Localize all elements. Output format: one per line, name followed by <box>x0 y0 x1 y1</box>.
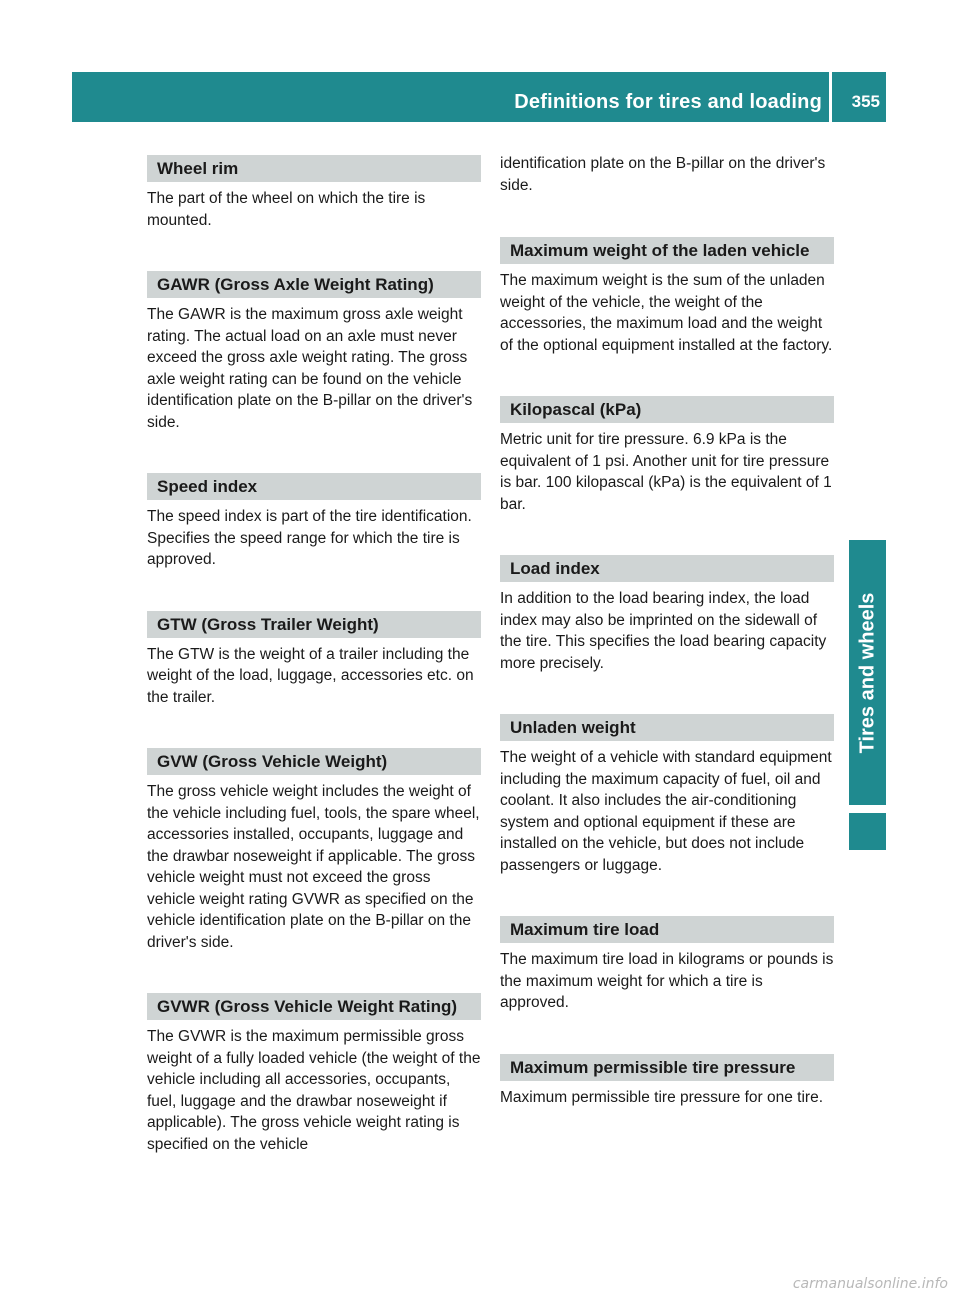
header-title: Definitions for tires and loading <box>514 91 822 113</box>
definition-section <box>147 993 481 1155</box>
section-body: The GVWR is the maximum permissible gross weight of a fully loaded vehicle (the weight of the vehicle including all accessories, occupants, fuel, luggage and the drawbar noseweight if applicable). The gross vehicle weight rating is specified on the vehicle <box>147 1028 481 1153</box>
section-body: Maximum permissible tire pressure for one tire. <box>500 1088 824 1106</box>
section-body: The maximum weight is the sum of the unladen weight of the vehicle, the weight of the accessories, the maximum load and the weight of the optional equipment installed at the factory. <box>500 272 833 354</box>
section-body: The GAWR is the maximum gross axle weight rating. The actual load on an axle must never exceed the gross axle weight rating. The gross axle weight rating can be found on the vehicle identification plate on the B-pillar on the driver's side. <box>147 306 473 431</box>
continued-text: identification plate on the B-pillar on the driver's side. <box>500 155 826 194</box>
section-body: The gross vehicle weight includes the weight of the vehicle including fuel, tools, the spare wheel, accessories installed, occupants, luggage and the drawbar noseweight if applicable. The gross vehicle weight must not exceed the gross vehicle weight rating GVWR as specified on the vehicle identification plate on the B-pillar on the driver's side. <box>147 783 480 951</box>
definition-section <box>147 473 481 571</box>
section-title: GAWR (Gross Axle Weight Rating) <box>147 271 481 298</box>
definition-section <box>500 714 834 876</box>
section-title: Wheel rim <box>147 155 481 182</box>
section-title: GTW (Gross Trailer Weight) <box>147 611 481 638</box>
chapter-side-tab-label: Tires and wheels <box>856 592 878 753</box>
chapter-side-tab <box>849 540 886 805</box>
definition-section <box>500 555 834 674</box>
definition-section <box>147 271 481 433</box>
section-title: GVWR (Gross Vehicle Weight Rating) <box>147 993 481 1020</box>
section-body: The GTW is the weight of a trailer including the weight of the load, luggage, accessories etc. on the trailer. <box>147 645 474 706</box>
left-column <box>147 155 481 1195</box>
definition-section <box>500 1054 834 1109</box>
page-header <box>72 72 886 122</box>
definition-section <box>147 155 481 231</box>
section-title: Load index <box>500 555 834 582</box>
watermark: carmanualsonline.info <box>792 1276 948 1292</box>
definition-section <box>147 611 481 709</box>
page-number: 355 <box>851 92 880 111</box>
section-title: Kilopascal (kPa) <box>500 396 834 423</box>
section-title: Speed index <box>147 473 481 500</box>
section-title: GVW (Gross Vehicle Weight) <box>147 748 481 775</box>
header-divider <box>829 72 832 122</box>
section-title: Unladen weight <box>500 714 834 741</box>
definition-section <box>500 396 834 515</box>
section-body: Metric unit for tire pressure. 6.9 kPa is the equivalent of 1 psi. Another unit for tire pressure is bar. 100 kilopascal (kPa) is the equivalent of 1 bar. <box>500 431 832 513</box>
section-body: The maximum tire load in kilograms or pounds is the maximum weight for which a tire is approved. <box>500 951 834 1011</box>
section-body: The weight of a vehicle with standard equipment including the maximum capacity of fuel, oil and coolant. It also includes the air-conditioning system and optional equipment if these are installed on the vehicle, but does not include passengers or luggage. <box>500 749 832 874</box>
right-column <box>500 155 834 1148</box>
chapter-side-marker <box>849 813 886 850</box>
section-body: The speed index is part of the tire identification. Specifies the speed range for which the tire is approved. <box>147 508 472 568</box>
definition-section <box>500 237 834 356</box>
section-title: Maximum tire load <box>500 916 834 943</box>
section-title: Maximum weight of the laden vehicle <box>500 237 834 264</box>
section-body: The part of the wheel on which the tire is mounted. <box>147 190 426 229</box>
section-body: In addition to the load bearing index, the load index may also be imprinted on the sidewall of the tire. This specifies the load bearing capacity more precisely. <box>500 590 827 672</box>
definition-section <box>147 748 481 953</box>
section-title: Maximum permissible tire pressure <box>500 1054 834 1081</box>
definition-section <box>500 916 834 1014</box>
